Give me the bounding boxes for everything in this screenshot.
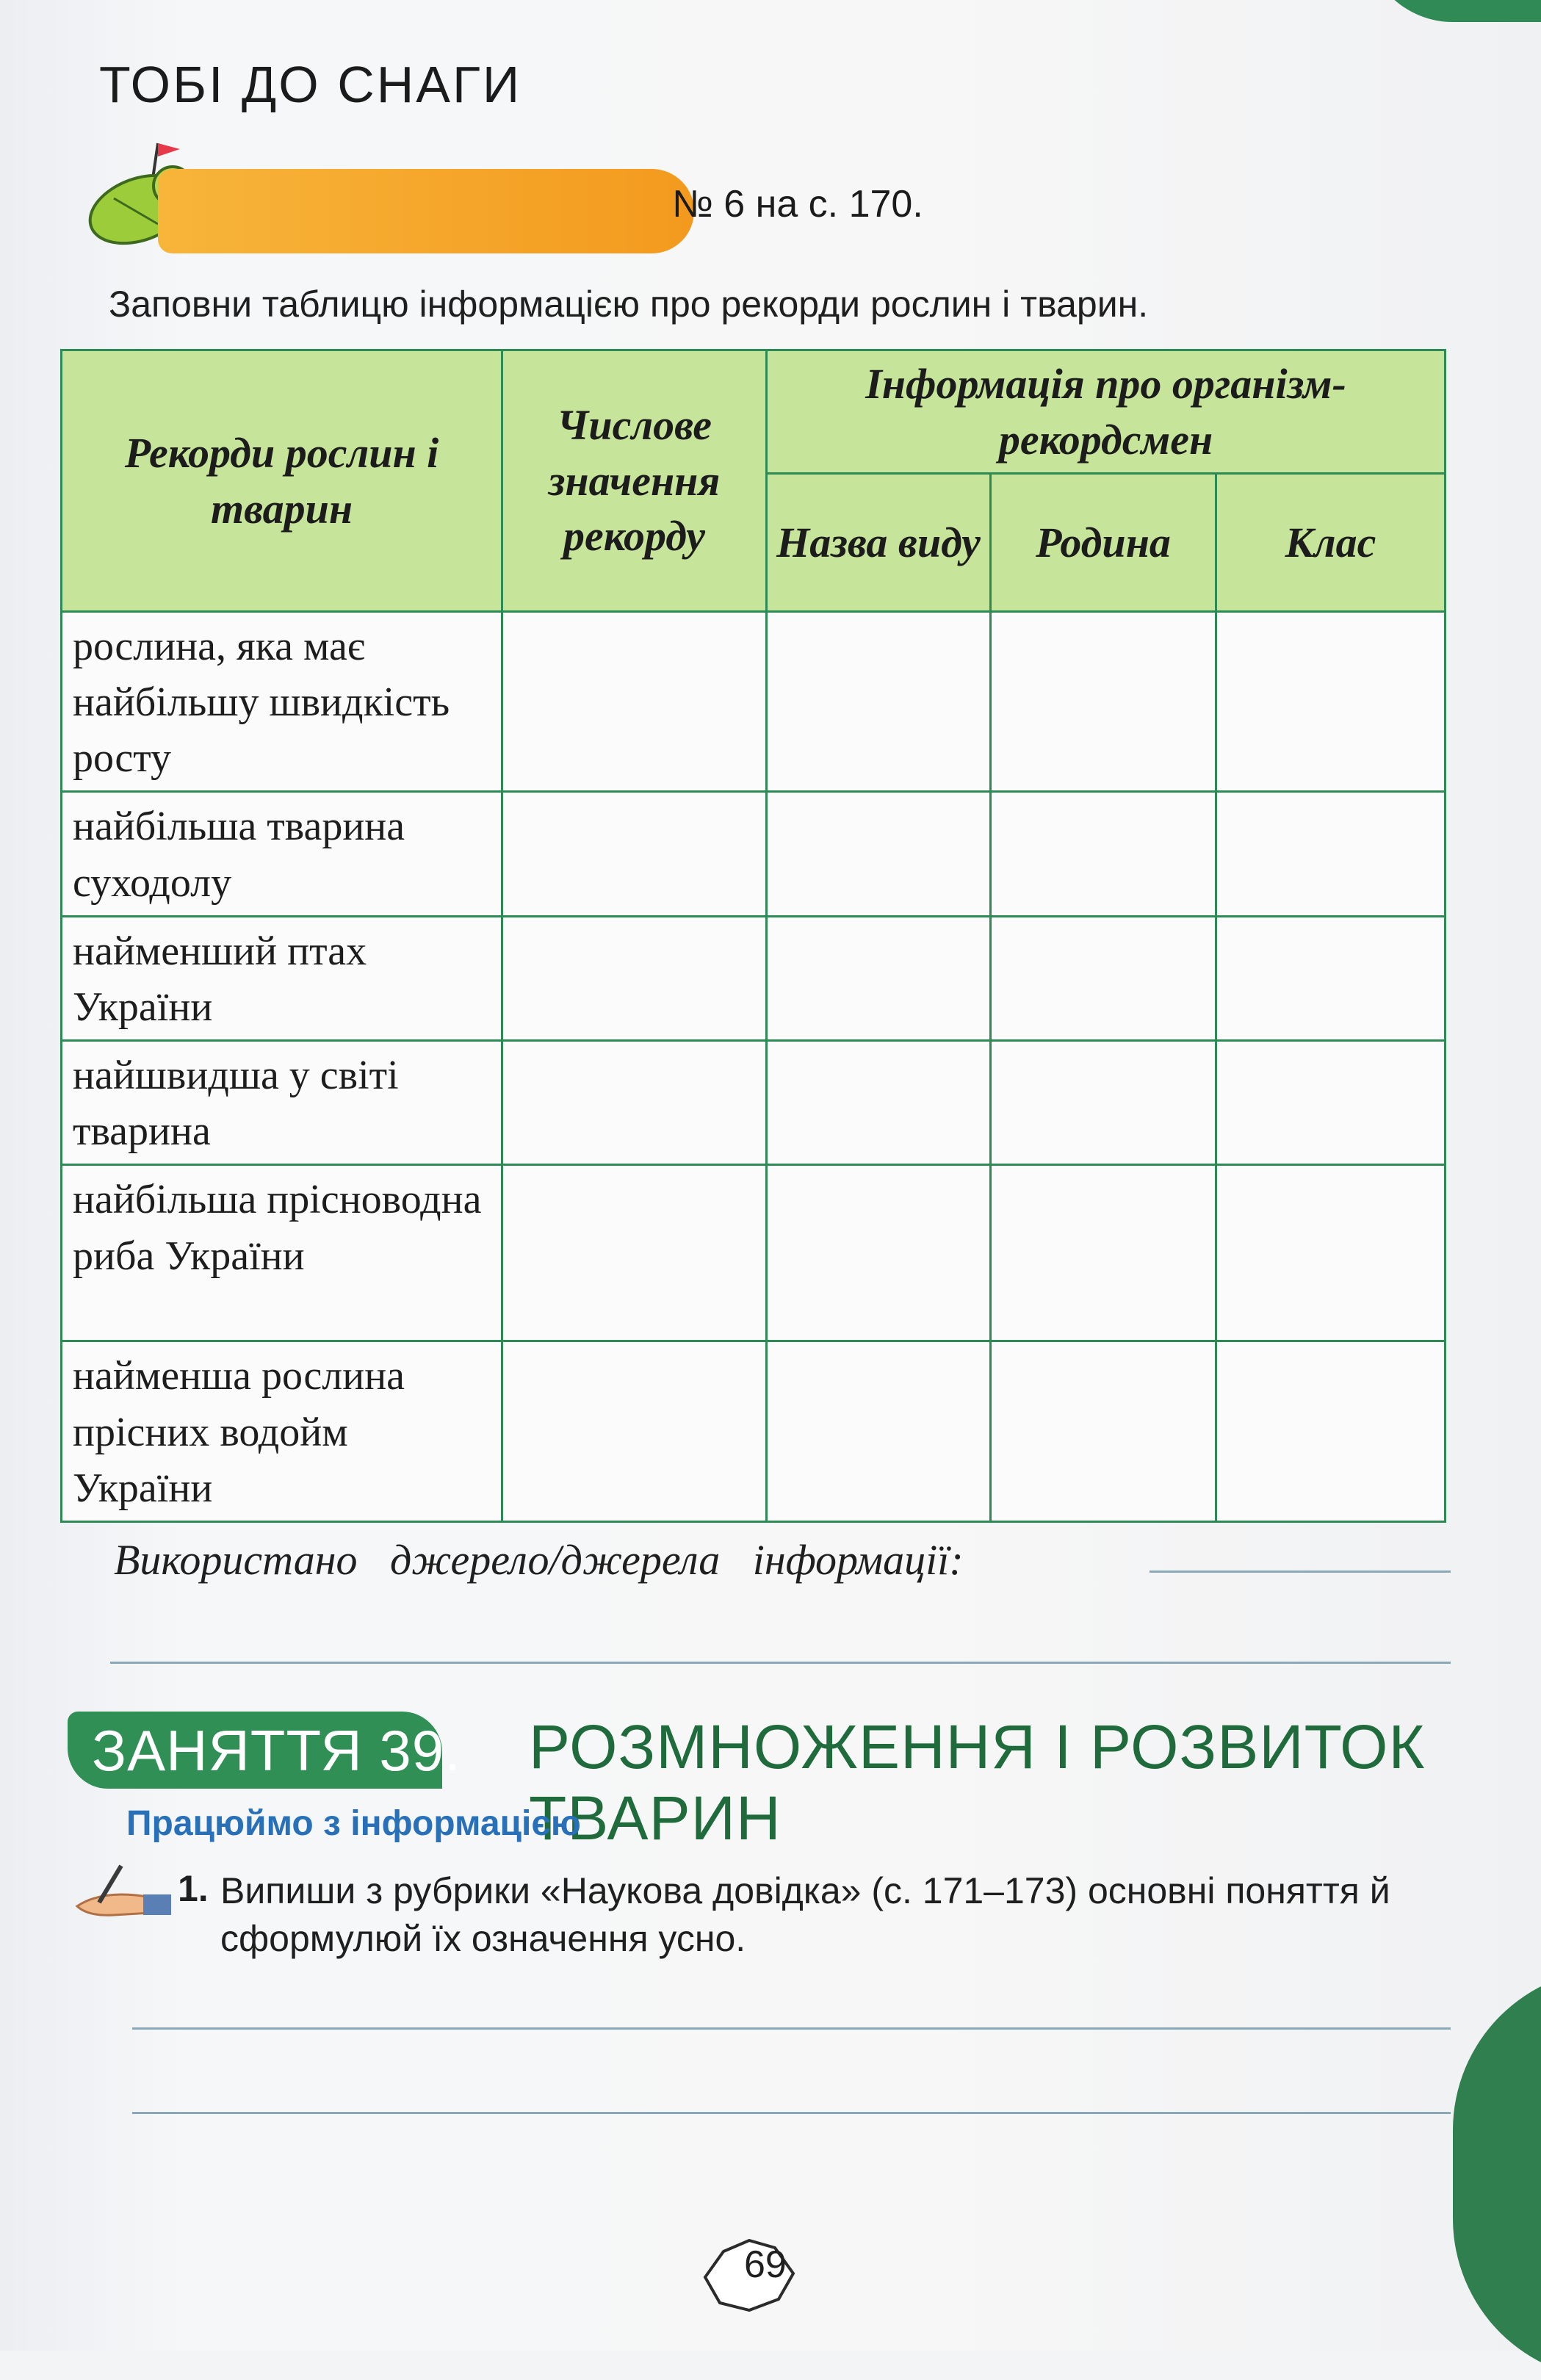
header-records: Рекорди рослин і тварин [62,350,502,612]
header-family: Родина [991,474,1216,612]
answer-cell[interactable] [991,1341,1216,1521]
answer-cell[interactable] [502,612,767,792]
answer-cell[interactable] [991,792,1216,916]
answer-cell[interactable] [767,1165,991,1341]
answer-cell[interactable] [767,612,991,792]
record-label: найшвидша у світі тварина [62,1041,502,1165]
lesson-number: ЗАНЯТТЯ 39. [92,1718,461,1783]
answer-cell[interactable] [767,1041,991,1165]
badge-title: ТОБІ ДО СНАГИ [99,56,522,113]
task-text: Випиши з рубрики «Наукова довідка» (с. 171–173) основні поняття й сформулюй їх означення усно. [220,1870,1390,1959]
answer-cell[interactable] [991,916,1216,1040]
instruction-text: Заповни таблицю інформацією про рекорди рослин і тварин. [109,284,1149,325]
table-row [62,1165,1446,1341]
answer-cell[interactable] [502,792,767,916]
answer-cell[interactable] [1216,1165,1446,1341]
answer-cell[interactable] [767,1341,991,1521]
source-answer-line[interactable] [1150,1571,1451,1573]
header-class: Клас [1216,474,1446,612]
answer-cell[interactable] [991,612,1216,792]
table-row [62,1041,1446,1165]
record-label: найбільша прісноводна риба України [62,1165,502,1341]
header-organism-info: Інформація про організм-рекордсмен [767,350,1446,474]
record-label: найменша рослина прісних водойм України [62,1341,502,1521]
record-label: найменший птах України [62,916,502,1040]
answer-cell[interactable] [1216,1341,1446,1521]
record-label: рослина, яка має найбільшу швидкість росту [62,612,502,792]
table-row [62,612,1446,792]
writing-hand-icon [70,1862,173,1921]
source-answer-line[interactable] [110,1662,1451,1664]
lesson-title: РОЗМНОЖЕННЯ І РОЗВИТОК ТВАРИН [529,1712,1426,1853]
answer-cell[interactable] [1216,612,1446,792]
table-row [62,1341,1446,1521]
table-row [62,916,1446,1040]
answer-cell[interactable] [991,1041,1216,1165]
answer-cell[interactable] [1216,792,1446,916]
page-number: 69 [744,2243,787,2286]
subheading: Працюймо з інформацією [126,1804,581,1843]
answer-cell[interactable] [502,1341,767,1521]
answer-cell[interactable] [991,1165,1216,1341]
section-badge [70,129,635,261]
task-number: 1. [178,1868,209,1909]
answer-cell[interactable] [767,792,991,916]
task-reference: № 6 на с. 170. [672,183,923,226]
badge-bar [158,169,694,253]
answer-cell[interactable] [1216,916,1446,1040]
record-label: найбільша тварина суходолу [62,792,502,916]
answer-cell[interactable] [502,1041,767,1165]
answer-line[interactable] [132,2027,1451,2030]
answer-cell[interactable] [1216,1041,1446,1165]
source-label: Використано джерело/джерела інформації: [114,1536,964,1584]
answer-cell[interactable] [767,916,991,1040]
answer-cell[interactable] [502,916,767,1040]
header-numeric-value: Числове значення рекорду [502,350,767,612]
answer-line[interactable] [132,2112,1451,2114]
table-row [62,792,1446,916]
header-species: Назва виду [767,474,991,612]
answer-cell[interactable] [502,1165,767,1341]
records-table [60,349,1446,1523]
